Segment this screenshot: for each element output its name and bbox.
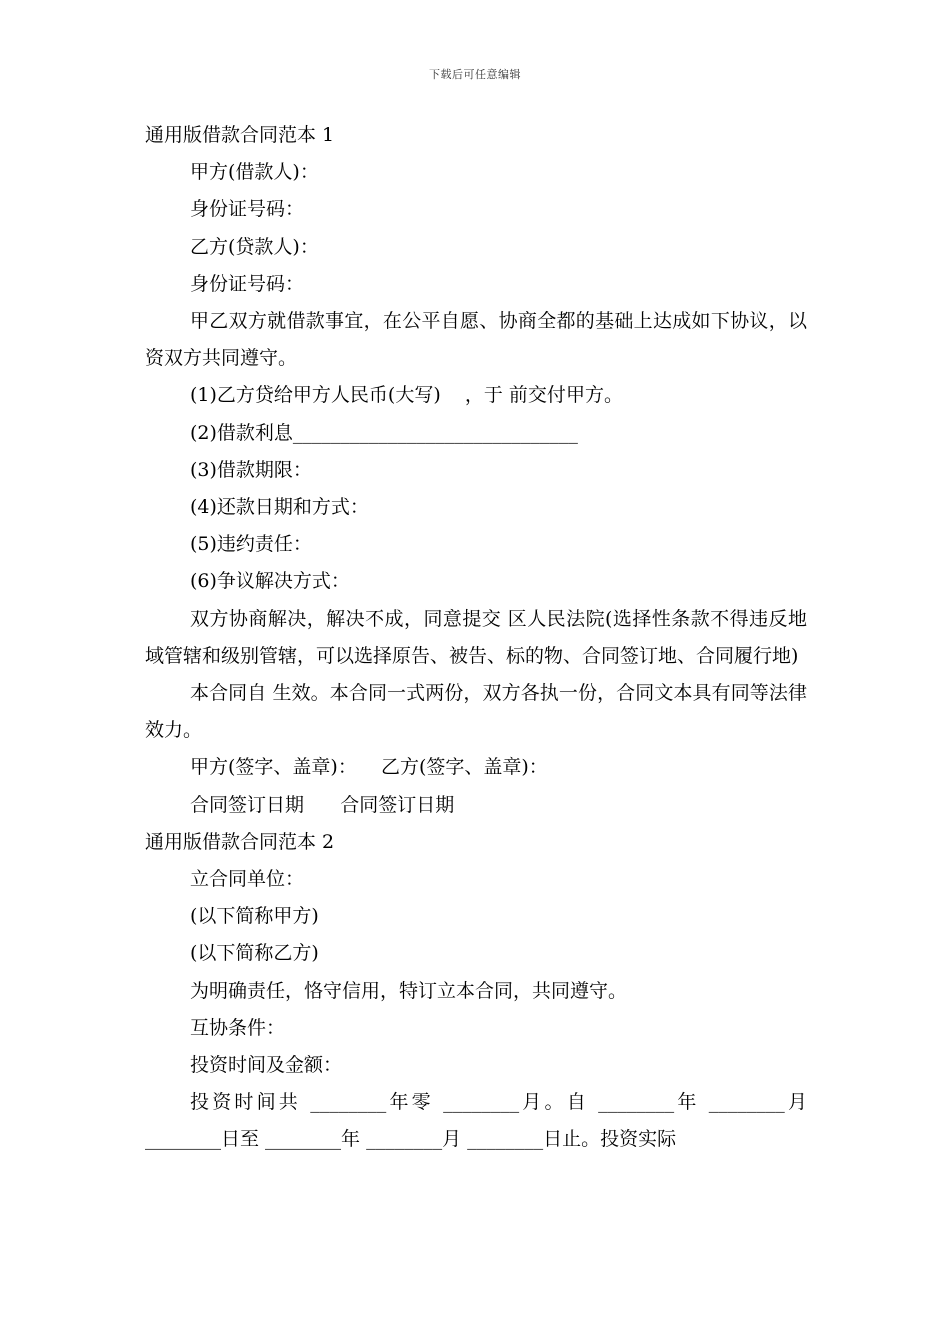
conditions-line: 互协条件： xyxy=(190,1016,286,1039)
investment-line: 投资时间及金额： xyxy=(190,1054,343,1077)
section1-title: 通用版借款合同范本 1 xyxy=(145,124,335,146)
party-a-abbrev-line: (以下简称甲方) xyxy=(190,905,319,928)
party-b-abbrev-line: (以下简称乙方) xyxy=(190,942,319,965)
clause-6: (6)争议解决方式： xyxy=(190,570,350,593)
id-number-a-line: 身份证号码： xyxy=(190,198,305,221)
clause-4: (4)还款日期和方式： xyxy=(190,496,369,519)
purpose-line: 为明确责任，恪守信用，特订立本合同，共同遵守。 xyxy=(190,979,628,1002)
sign-date-line: 合同签订日期 合同签订日期 xyxy=(190,793,455,816)
dispute-paragraph: 双方协商解决，解决不成，同意提交 区人民法院(选择性条款不得违反地域管辖和级别管辖，可以选择原告、被告、标的物、合同签订地、合同履行地) xyxy=(145,607,807,667)
id-number-b-line: 身份证号码： xyxy=(190,272,305,295)
clause-1: (1)乙方贷给甲方人民币(大写) ，于 前交付甲方。 xyxy=(190,384,623,407)
clause-2: (2)借款利息______________________________ xyxy=(190,421,578,444)
intro-paragraph: 甲乙双方就借款事宜，在公平自愿、协商全都的基础上达成如下协议，以资双方共同遵守。 xyxy=(145,310,807,370)
clause-5: (5)违约责任： xyxy=(190,533,312,556)
effect-paragraph: 本合同自 生效。本合同一式两份，双方各执一份，合同文本具有同等法律效力。 xyxy=(145,682,807,742)
party-a-line: 甲方(借款人)： xyxy=(190,161,319,184)
section2-title: 通用版借款合同范本 2 xyxy=(145,830,335,853)
clause-3: (3)借款期限： xyxy=(190,458,312,481)
contract-unit-line: 立合同单位： xyxy=(190,868,305,891)
document-body xyxy=(145,117,814,1159)
investment-period-paragraph: 投资时间共 ________年零 ________月。自 ________年 ________月 ________日至 ________年 ________月 ________日止。投资实际 xyxy=(145,1091,814,1151)
signature-line: 甲方(签字、盖章)： 乙方(签字、盖章)： xyxy=(190,756,548,779)
party-b-line: 乙方(贷款人)： xyxy=(190,235,319,258)
page-header: 下载后可任意编辑 xyxy=(429,68,521,81)
